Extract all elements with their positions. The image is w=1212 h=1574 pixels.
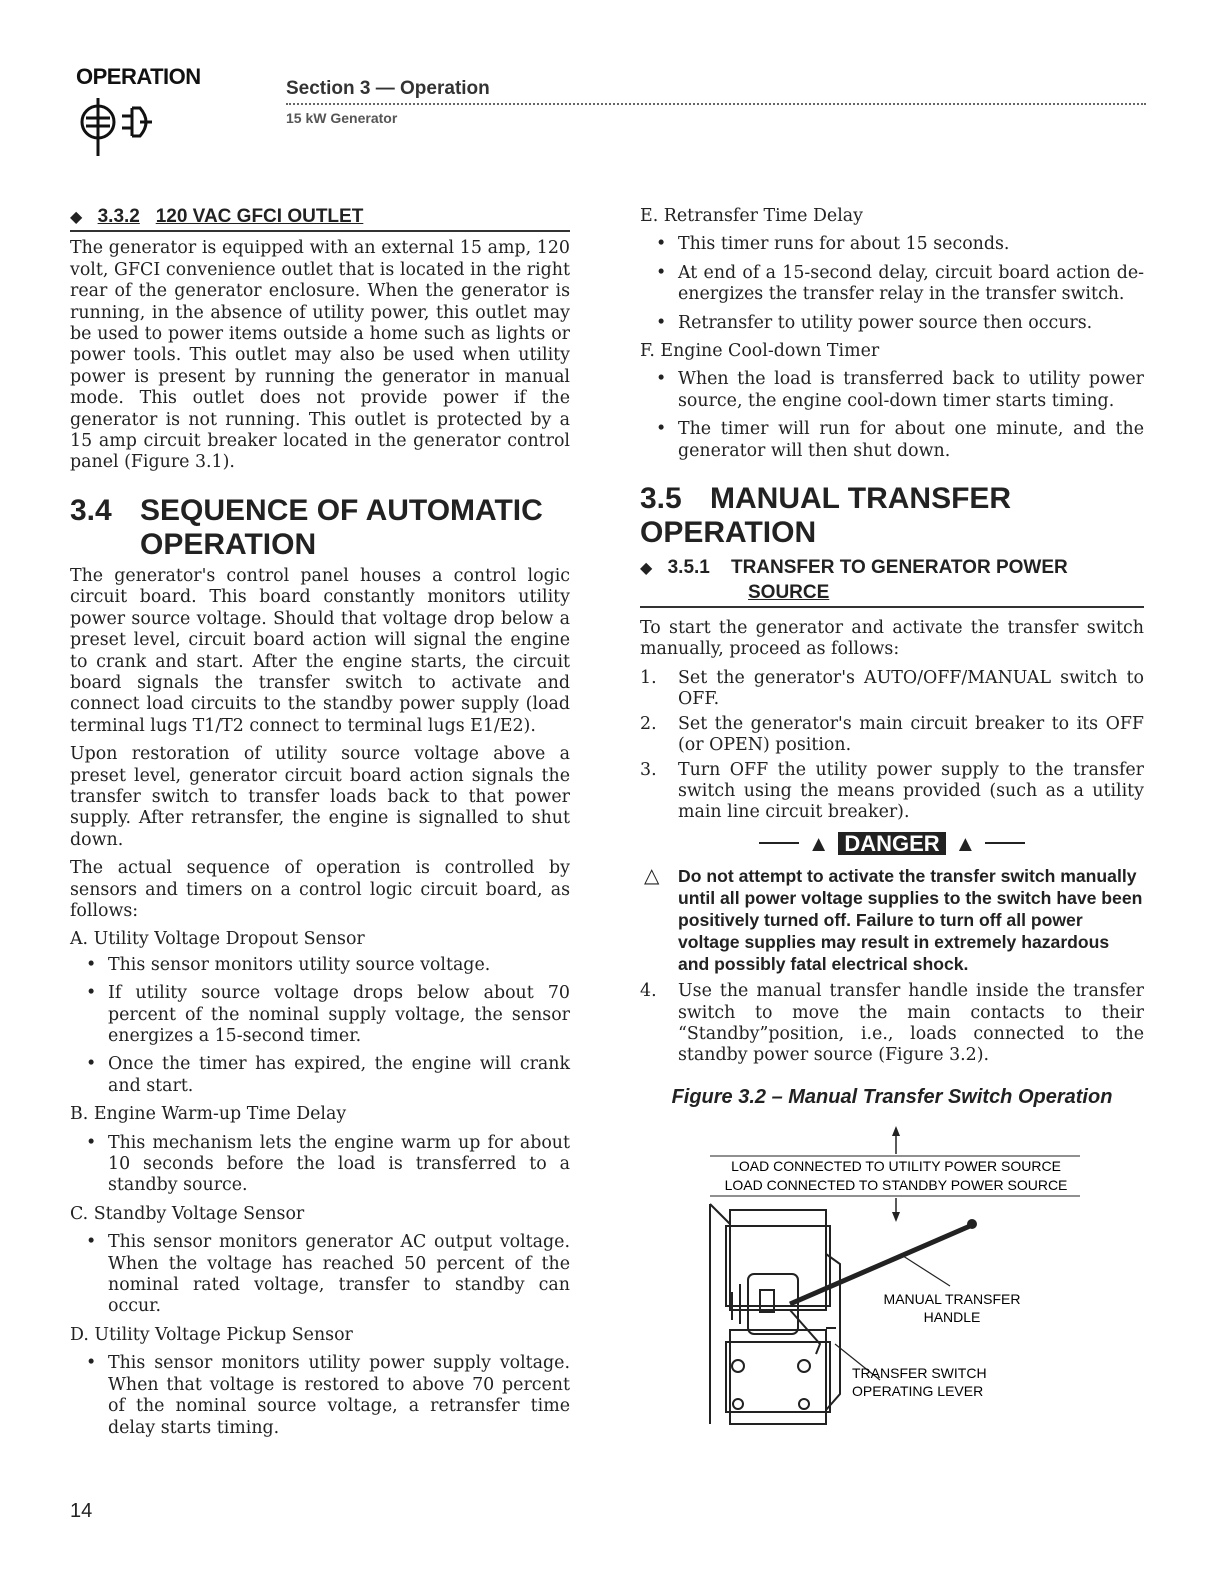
transfer-switch-diagram [640, 1114, 1144, 1434]
danger-warning-text: △ Do not attempt to activate the transfer switch manually until all power voltage supplies to the switch have been positively turned off. Failure to turn off all power voltage supplies may result in extremely hazardous and possibly fatal electrical shock. [644, 865, 1143, 975]
bullet-C1: • This sensor monitors generator AC output voltage. When the voltage has reached 50 percent of the nominal rated voltage, transfer to standby can occur. [70, 1232, 570, 1318]
bullet-D1: • This sensor monitors utility power supply voltage. When that voltage is restored to above 70 percent of the nominal source voltage, a retransfer time delay starts timing. [70, 1353, 570, 1439]
heading-number: 3.5 [640, 482, 682, 516]
step-4: 4. Use the manual transfer handle inside the transfer switch to move the main contacts to their “Standby”position, i.e., loads connected to the standby power source (Figure 3.2). [640, 981, 1144, 1066]
label-handle-line1: MANUAL TRANSFER [883, 1291, 1021, 1308]
right-column [640, 206, 1144, 1434]
heading-number: 3.3.2 [97, 206, 140, 227]
bullet-A2: • If utility source voltage drops below about 70 percent of the nominal supply voltage, the sensor energizes a 15-second timer. [70, 983, 570, 1047]
list-item-B: B. Engine Warm-up Time Delay [70, 1104, 347, 1125]
arrow-down-head [892, 1212, 900, 1222]
warning-triangle-icon: ▲ [954, 830, 977, 856]
sequence-paragraph-2: Upon restoration of utility source voltage above a preset level, generator circuit board action signals the transfer switch to transfer loads back to that power supply. After retransfer, the engine is signalled to shut down. [70, 744, 570, 850]
arrow-up-head [892, 1126, 900, 1136]
heading-number: 3.4 [70, 493, 112, 527]
heading-title: MANUAL TRANSFER OPERATION [640, 482, 1012, 550]
step-1: 1. Set the generator's AUTO/OFF/MANUAL switch to OFF. [640, 667, 1144, 710]
left-column [70, 206, 570, 1446]
header-rule [286, 103, 1146, 105]
transfer-switch-body [710, 1204, 840, 1424]
bullet-F1: • When the load is transferred back to utility power source, the engine cool-down timer starts timing. [640, 369, 1144, 412]
section-title: Section 3 — Operation [286, 78, 490, 99]
heading-title: 120 VAC GFCI OUTLET [155, 206, 364, 227]
diamond-bullet-icon: ◆ [640, 560, 653, 578]
heading-title-line1: TRANSFER TO GENERATOR POWER [730, 557, 1068, 579]
heading-3-5 [640, 482, 1144, 550]
list-item-C: C. Standby Voltage Sensor [70, 1203, 305, 1224]
label-handle-line2: HANDLE [923, 1309, 981, 1326]
label-utility: LOAD CONNECTED TO UTILITY POWER SOURCE [731, 1158, 1061, 1175]
heading-title-line2: SOURCE [748, 582, 830, 604]
heading-title-line2: OPERATION [140, 527, 317, 561]
operation-icon [76, 94, 156, 158]
section-subtitle: 15 kW Generator [286, 110, 398, 126]
manual-intro: To start the generator and activate the transfer switch manually, proceed as follows: [640, 618, 1144, 660]
bullet-B1: • This mechanism lets the engine warm up for about 10 seconds before the load is transferred to a standby source. [70, 1133, 570, 1197]
heading-3-5-1 [640, 556, 1144, 608]
bullet-A3: • Once the timer has expired, the engine will crank and start. [70, 1054, 570, 1097]
heading-3-4 [70, 494, 570, 562]
header-operation-label: OPERATION [76, 64, 201, 89]
bullet-E1: • This timer runs for about 15 seconds. [640, 234, 1144, 255]
diamond-bullet-icon: ◆ [70, 209, 83, 226]
danger-label: DANGER [838, 832, 945, 855]
bullet-E3: • Retransfer to utility power source then occurs. [640, 313, 1144, 334]
step-2: 2. Set the generator's main circuit breaker to its OFF (or OPEN) position. [640, 713, 1144, 756]
sequence-paragraph-3: The actual sequence of operation is controlled by sensors and timers on a control logic circuit board, as follows: [70, 858, 570, 921]
bullet-E2: • At end of a 15-second delay, circuit board action de-energizes the transfer relay in the transfer switch. [640, 263, 1144, 306]
step-3: 3. Turn OFF the utility power supply to the transfer switch using the means provided (such as a utility main line circuit breaker). [640, 759, 1144, 823]
heading-number: 3.5.1 [667, 557, 710, 579]
figure-caption: Figure 3.2 – Manual Transfer Switch Operation [671, 1085, 1113, 1108]
label-lever-line2: OPERATING LEVER [852, 1383, 984, 1400]
danger-banner [640, 832, 1144, 855]
list-item-F: F. Engine Cool-down Timer [640, 341, 880, 362]
bullet-A1: • This sensor monitors utility source voltage. [70, 955, 570, 976]
warning-triangle-icon: △ [644, 865, 660, 888]
bullet-F2: • The timer will run for about one minute, and the generator will then shut down. [640, 419, 1144, 462]
sequence-paragraph-1: The generator's control panel houses a control logic circuit board. This board constantly monitors utility power source voltage. Should that voltage drop below a preset level, circuit board action will signal the engine to crank and start. After the engine starts, the circuit board signals the transfer switch to activate and connect load circuits to the standby power supply (load terminal lugs T1/T2 connect to terminal lugs E1/E2). [70, 565, 570, 736]
page-number: 14 [70, 1500, 93, 1522]
list-item-A: A. Utility Voltage Dropout Sensor [70, 929, 365, 950]
heading-3-3-2 [70, 206, 570, 232]
list-item-D: D. Utility Voltage Pickup Sensor [70, 1324, 353, 1345]
list-item-E: E. Retransfer Time Delay [640, 206, 863, 226]
label-standby: LOAD CONNECTED TO STANDBY POWER SOURCE [724, 1177, 1068, 1194]
warning-triangle-icon: ▲ [807, 830, 830, 856]
gfci-paragraph: The generator is equipped with an external 15 amp, 120 volt, GFCI convenience outlet that is located in the right rear of the generator enclosure. When the generator is running, in the absence of utility power, this outlet may be used to power items outside a home such as lights or power tools. This outlet may also be used when utility power is present by running the generator in manual mode. This outlet does not provide power if the generator is not running. This outlet is protected by a 15 amp circuit breaker located in the generator control panel (Figure 3.1). [70, 238, 570, 473]
heading-title-line1: SEQUENCE OF AUTOMATIC [140, 493, 543, 527]
label-lever-line1: TRANSFER SWITCH [852, 1365, 987, 1382]
